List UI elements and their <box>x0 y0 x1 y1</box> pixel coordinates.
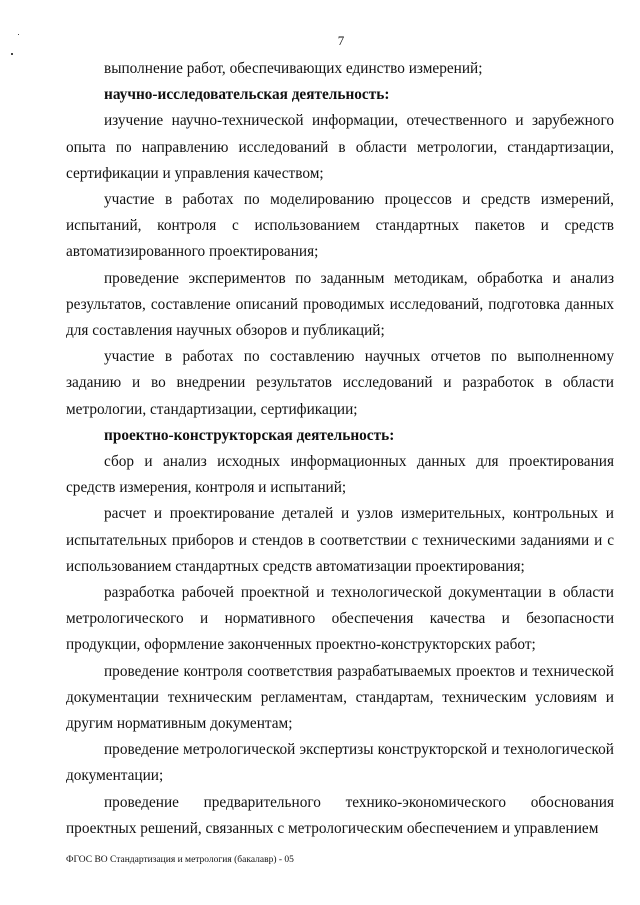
section-heading-design: проектно-конструкторская деятельность: <box>104 426 395 444</box>
scan-speck <box>11 53 13 55</box>
paragraph: проведение контроля соответствия разрабатываемых проектов и технической документации техническим регламентам, стандартам, техническим условиям и другим нормативным документам; <box>66 662 614 733</box>
paragraph: проведение предварительного технико-экономического обоснования проектных решений, связанных с метрологическим обеспечением и управлением <box>66 793 614 837</box>
section-heading-research: научно-исследовательская деятельность: <box>104 86 390 104</box>
paragraph: выполнение работ, обеспечивающих единство измерений; <box>104 60 483 77</box>
paragraph: разработка рабочей проектной и технологической документации в области метрологического и нормативного обеспечения качества и безопасности продукции, оформление законченных проектно-конструкторских работ; <box>66 584 614 654</box>
paragraph: проведение метрологической экспертизы конструкторской и технологической документации; <box>66 741 614 785</box>
paragraph: участие в работах по составлению научных отчетов по выполненному заданию и во внедрении результатов исследований и разработок в области метрологии, стандартизации, сертификации; <box>66 348 614 418</box>
document-body <box>66 56 614 842</box>
paragraph: сбор и анализ исходных информационных данных для проектирования средств измерения, контроля и испытаний; <box>66 453 614 497</box>
paragraph: изучение научно-технической информации, отечественного и зарубежного опыта по направлению исследований в области метрологии, стандартизации, сертификации и управления качеством; <box>66 112 614 182</box>
document-footer: ФГОС ВО Стандартизация и метрология (бакалавр) - 05 <box>66 855 294 865</box>
paragraph: участие в работах по моделированию процессов и средств измерений, испытаний, контроля с использованием стандартных пакетов и средств автоматизированного проектирования; <box>66 191 614 261</box>
paragraph: расчет и проектирование деталей и узлов измерительных, контрольных и испытательных приборов и стендов в соответствии с техническими заданиями и с использованием стандартных средств автоматизации проектирования; <box>66 505 614 575</box>
page-number: 7 <box>337 33 345 48</box>
paragraph: проведение экспериментов по заданным методикам, обработка и анализ результатов, составление описаний проводимых исследований, подготовка данных для составления научных обзоров и публикаций; <box>66 269 614 340</box>
